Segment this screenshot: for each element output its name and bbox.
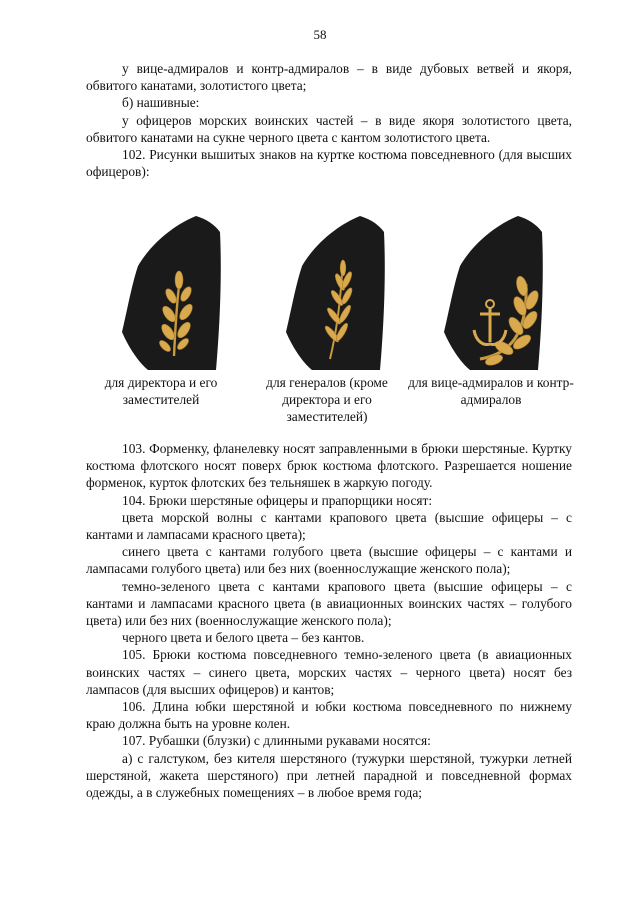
bottom-text-block bbox=[86, 440, 572, 801]
paragraph: 107. Рубашки (блузки) с длинными рукавами носятся: bbox=[122, 733, 431, 749]
top-text-block bbox=[86, 60, 572, 180]
paragraph: 103. Форменку, фланелевку носят заправленными в брюки шерстяные. Куртку костюма флотского носят поверх брюк костюма флотского. Разрешается ношение форменок, курток флотских без тельняшек в жаркую погоду. bbox=[86, 441, 572, 491]
page-number: 58 bbox=[313, 27, 327, 42]
figure-caption: для генералов (кроме директора и его заместителей) bbox=[266, 375, 388, 424]
anchor-oak-emblem bbox=[440, 214, 552, 372]
paragraph: 106. Длина юбки шерстяной и юбки костюма повседневного по нижнему краю должна быть на уровне колен. bbox=[86, 699, 572, 732]
paragraph: 102. Рисунки вышитых знаков на куртке костюма повседневного (для высших офицеров): bbox=[86, 147, 572, 180]
paragraph: синего цвета с кантами голубого цвета (высшие офицеры – с кантами и лампасами голубого цвета) или без них (военнослужащие женского пола); bbox=[86, 544, 572, 577]
figure-caption: для вице-адмиралов и контр-адмиралов bbox=[408, 375, 574, 407]
paragraph: у офицеров морских воинских частей – в виде якоря золотистого цвета, обвитого канатами на сукне черного цвета с кантом золотистого цвета. bbox=[86, 112, 572, 145]
figure-caption: для директора и его заместителей bbox=[104, 375, 218, 407]
paragraph: у вице-адмиралов и контр-адмиралов – в виде дубовых ветвей и якоря, обвитого канатами, золотистого цвета; bbox=[86, 61, 572, 94]
paragraph: цвета морской волны с кантами крапового цвета (высшие офицеры – с кантами и лампасами красного цвета); bbox=[86, 509, 572, 543]
embroidered-insignia-figures bbox=[0, 214, 640, 374]
paragraph: черного цвета и белого цвета – без кантов. bbox=[122, 630, 365, 646]
oak-sprig-emblem bbox=[118, 214, 230, 372]
paragraph: а) с галстуком, без кителя шерстяного (тужурки шерстяной, тужурки летней шерстяной, жакета шерстяного) при летней парадной и повседневной формах одежды, а в служебных помещениях – в любое время года; bbox=[86, 750, 572, 801]
paragraph: б) нашивные: bbox=[122, 95, 200, 111]
paragraph: 104. Брюки шерстяные офицеры и прапорщики носят: bbox=[122, 492, 433, 508]
paragraph: темно-зеленого цвета с кантами крапового цвета (высшие офицеры – с кантами и лампасами красного цвета (в авиационных воинских частях – голубого цвета) или без них (военнослужащие женского пола); bbox=[86, 578, 572, 629]
paragraph: 105. Брюки костюма повседневного темно-зеленого цвета (в авиационных воинских частях – синего цвета, морских частях – черного цвета) носят без лампасов (для высших офицеров) и кантов; bbox=[86, 647, 572, 697]
laurel-sprig-emblem bbox=[280, 214, 392, 372]
